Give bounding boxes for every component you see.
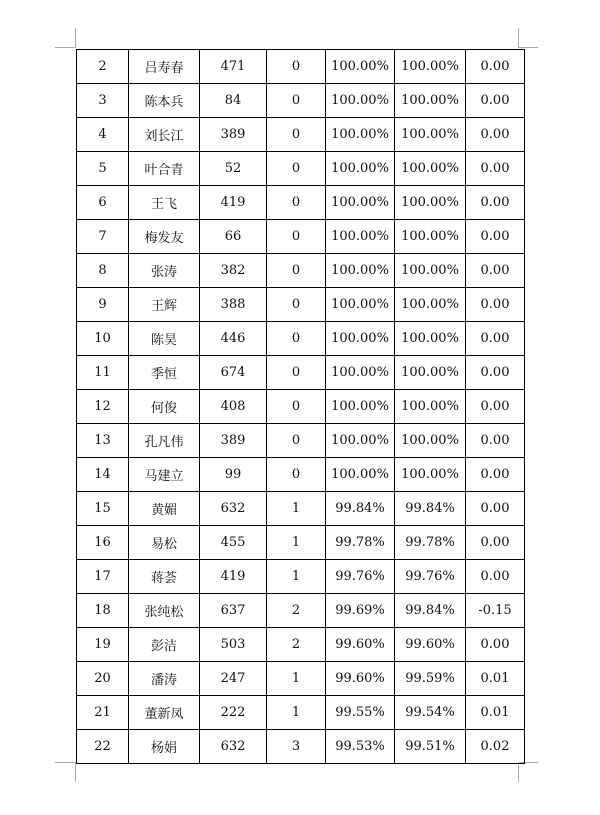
count-cell: 99	[200, 458, 267, 492]
count-cell: 419	[200, 186, 267, 220]
reference-rate-cell: 100.00%	[395, 50, 466, 84]
rate-cell: 100.00%	[326, 186, 395, 220]
count-cell: 408	[200, 390, 267, 424]
count-cell: 632	[200, 730, 267, 764]
reference-rate-cell: 100.00%	[395, 254, 466, 288]
reference-rate-cell: 100.00%	[395, 186, 466, 220]
table-row	[77, 322, 525, 356]
crop-mark-top-right-h	[518, 47, 538, 48]
difference-cell: 0.00	[466, 424, 525, 458]
count-cell: 389	[200, 424, 267, 458]
name-cell: 潘涛	[129, 662, 200, 696]
rate-cell: 99.60%	[326, 662, 395, 696]
reference-rate-cell: 99.84%	[395, 594, 466, 628]
crop-mark-top-left-h	[55, 47, 75, 48]
row-number-cell: 15	[77, 492, 129, 526]
issue-count-cell: 1	[267, 662, 326, 696]
issue-count-cell: 2	[267, 628, 326, 662]
name-cell: 陈昊	[129, 322, 200, 356]
table-row	[77, 220, 525, 254]
difference-cell: 0.00	[466, 152, 525, 186]
difference-cell: 0.00	[466, 492, 525, 526]
reference-rate-cell: 100.00%	[395, 220, 466, 254]
reference-rate-cell: 100.00%	[395, 84, 466, 118]
row-number-cell: 3	[77, 84, 129, 118]
rate-cell: 99.60%	[326, 628, 395, 662]
reference-rate-cell: 99.60%	[395, 628, 466, 662]
rate-cell: 100.00%	[326, 220, 395, 254]
issue-count-cell: 0	[267, 356, 326, 390]
issue-count-cell: 0	[267, 390, 326, 424]
table-row	[77, 152, 525, 186]
rate-cell: 99.78%	[326, 526, 395, 560]
difference-cell: 0.00	[466, 288, 525, 322]
crop-mark-top-left-v	[75, 28, 76, 48]
rate-cell: 99.53%	[326, 730, 395, 764]
rate-cell: 100.00%	[326, 458, 395, 492]
table-row	[77, 390, 525, 424]
count-cell: 222	[200, 696, 267, 730]
row-number-cell: 19	[77, 628, 129, 662]
issue-count-cell: 0	[267, 254, 326, 288]
issue-count-cell: 0	[267, 50, 326, 84]
difference-cell: 0.01	[466, 696, 525, 730]
table-row	[77, 424, 525, 458]
reference-rate-cell: 99.59%	[395, 662, 466, 696]
data-table	[76, 49, 525, 764]
name-cell: 易松	[129, 526, 200, 560]
count-cell: 84	[200, 84, 267, 118]
reference-rate-cell: 100.00%	[395, 288, 466, 322]
name-cell: 马建立	[129, 458, 200, 492]
count-cell: 382	[200, 254, 267, 288]
count-cell: 389	[200, 118, 267, 152]
crop-mark-top-right-v	[518, 28, 519, 48]
count-cell: 446	[200, 322, 267, 356]
count-cell: 471	[200, 50, 267, 84]
table-row	[77, 84, 525, 118]
issue-count-cell: 0	[267, 152, 326, 186]
rate-cell: 99.84%	[326, 492, 395, 526]
difference-cell: 0.00	[466, 84, 525, 118]
count-cell: 674	[200, 356, 267, 390]
difference-cell: 0.00	[466, 50, 525, 84]
table-row	[77, 356, 525, 390]
difference-cell: 0.00	[466, 628, 525, 662]
name-cell: 彭洁	[129, 628, 200, 662]
difference-cell: 0.02	[466, 730, 525, 764]
count-cell: 247	[200, 662, 267, 696]
rate-cell: 100.00%	[326, 118, 395, 152]
rate-cell: 100.00%	[326, 254, 395, 288]
name-cell: 吕寿春	[129, 50, 200, 84]
name-cell: 张纯松	[129, 594, 200, 628]
row-number-cell: 10	[77, 322, 129, 356]
table-row	[77, 526, 525, 560]
name-cell: 王辉	[129, 288, 200, 322]
count-cell: 388	[200, 288, 267, 322]
reference-rate-cell: 100.00%	[395, 390, 466, 424]
difference-cell: 0.00	[466, 322, 525, 356]
difference-cell: -0.15	[466, 594, 525, 628]
table-row	[77, 288, 525, 322]
rate-cell: 99.55%	[326, 696, 395, 730]
rate-cell: 100.00%	[326, 424, 395, 458]
reference-rate-cell: 100.00%	[395, 322, 466, 356]
issue-count-cell: 0	[267, 84, 326, 118]
rate-cell: 100.00%	[326, 152, 395, 186]
table-body	[77, 50, 525, 764]
difference-cell: 0.00	[466, 560, 525, 594]
reference-rate-cell: 100.00%	[395, 424, 466, 458]
rate-cell: 100.00%	[326, 50, 395, 84]
name-cell: 陈本兵	[129, 84, 200, 118]
row-number-cell: 11	[77, 356, 129, 390]
name-cell: 黄媚	[129, 492, 200, 526]
row-number-cell: 22	[77, 730, 129, 764]
issue-count-cell: 1	[267, 696, 326, 730]
reference-rate-cell: 99.78%	[395, 526, 466, 560]
row-number-cell: 9	[77, 288, 129, 322]
count-cell: 455	[200, 526, 267, 560]
row-number-cell: 17	[77, 560, 129, 594]
issue-count-cell: 1	[267, 560, 326, 594]
table-row	[77, 254, 525, 288]
difference-cell: 0.00	[466, 390, 525, 424]
issue-count-cell: 2	[267, 594, 326, 628]
name-cell: 王飞	[129, 186, 200, 220]
crop-mark-bottom-left-h	[55, 762, 75, 763]
count-cell: 637	[200, 594, 267, 628]
row-number-cell: 7	[77, 220, 129, 254]
row-number-cell: 12	[77, 390, 129, 424]
issue-count-cell: 3	[267, 730, 326, 764]
count-cell: 419	[200, 560, 267, 594]
table-row	[77, 696, 525, 730]
table-row	[77, 118, 525, 152]
row-number-cell: 8	[77, 254, 129, 288]
table-row	[77, 186, 525, 220]
row-number-cell: 16	[77, 526, 129, 560]
count-cell: 503	[200, 628, 267, 662]
reference-rate-cell: 100.00%	[395, 118, 466, 152]
reference-rate-cell: 100.00%	[395, 152, 466, 186]
name-cell: 叶合青	[129, 152, 200, 186]
row-number-cell: 14	[77, 458, 129, 492]
row-number-cell: 4	[77, 118, 129, 152]
name-cell: 杨娟	[129, 730, 200, 764]
issue-count-cell: 1	[267, 492, 326, 526]
table-row	[77, 730, 525, 764]
difference-cell: 0.00	[466, 118, 525, 152]
row-number-cell: 5	[77, 152, 129, 186]
rate-cell: 100.00%	[326, 390, 395, 424]
name-cell: 季恒	[129, 356, 200, 390]
table-row	[77, 50, 525, 84]
difference-cell: 0.00	[466, 186, 525, 220]
difference-cell: 0.00	[466, 220, 525, 254]
table-row	[77, 594, 525, 628]
reference-rate-cell: 99.76%	[395, 560, 466, 594]
crop-mark-bottom-left-v	[75, 762, 76, 782]
row-number-cell: 2	[77, 50, 129, 84]
count-cell: 66	[200, 220, 267, 254]
row-number-cell: 13	[77, 424, 129, 458]
row-number-cell: 6	[77, 186, 129, 220]
table-row	[77, 662, 525, 696]
name-cell: 孔凡伟	[129, 424, 200, 458]
issue-count-cell: 0	[267, 458, 326, 492]
table-row	[77, 458, 525, 492]
rate-cell: 100.00%	[326, 288, 395, 322]
issue-count-cell: 0	[267, 186, 326, 220]
difference-cell: 0.00	[466, 254, 525, 288]
table-row	[77, 560, 525, 594]
rate-cell: 100.00%	[326, 84, 395, 118]
name-cell: 董新凤	[129, 696, 200, 730]
reference-rate-cell: 99.84%	[395, 492, 466, 526]
issue-count-cell: 0	[267, 118, 326, 152]
crop-mark-bottom-right-v	[518, 762, 519, 782]
reference-rate-cell: 99.51%	[395, 730, 466, 764]
name-cell: 梅发友	[129, 220, 200, 254]
name-cell: 刘长江	[129, 118, 200, 152]
rate-cell: 100.00%	[326, 356, 395, 390]
difference-cell: 0.01	[466, 662, 525, 696]
rate-cell: 100.00%	[326, 322, 395, 356]
issue-count-cell: 0	[267, 322, 326, 356]
row-number-cell: 21	[77, 696, 129, 730]
table-row	[77, 492, 525, 526]
count-cell: 52	[200, 152, 267, 186]
table-row	[77, 628, 525, 662]
issue-count-cell: 0	[267, 220, 326, 254]
rate-cell: 99.76%	[326, 560, 395, 594]
name-cell: 何俊	[129, 390, 200, 424]
issue-count-cell: 0	[267, 424, 326, 458]
reference-rate-cell: 100.00%	[395, 458, 466, 492]
count-cell: 632	[200, 492, 267, 526]
reference-rate-cell: 100.00%	[395, 356, 466, 390]
rate-cell: 99.69%	[326, 594, 395, 628]
issue-count-cell: 1	[267, 526, 326, 560]
difference-cell: 0.00	[466, 458, 525, 492]
name-cell: 蒋荟	[129, 560, 200, 594]
difference-cell: 0.00	[466, 356, 525, 390]
difference-cell: 0.00	[466, 526, 525, 560]
row-number-cell: 20	[77, 662, 129, 696]
row-number-cell: 18	[77, 594, 129, 628]
name-cell: 张涛	[129, 254, 200, 288]
issue-count-cell: 0	[267, 288, 326, 322]
reference-rate-cell: 99.54%	[395, 696, 466, 730]
